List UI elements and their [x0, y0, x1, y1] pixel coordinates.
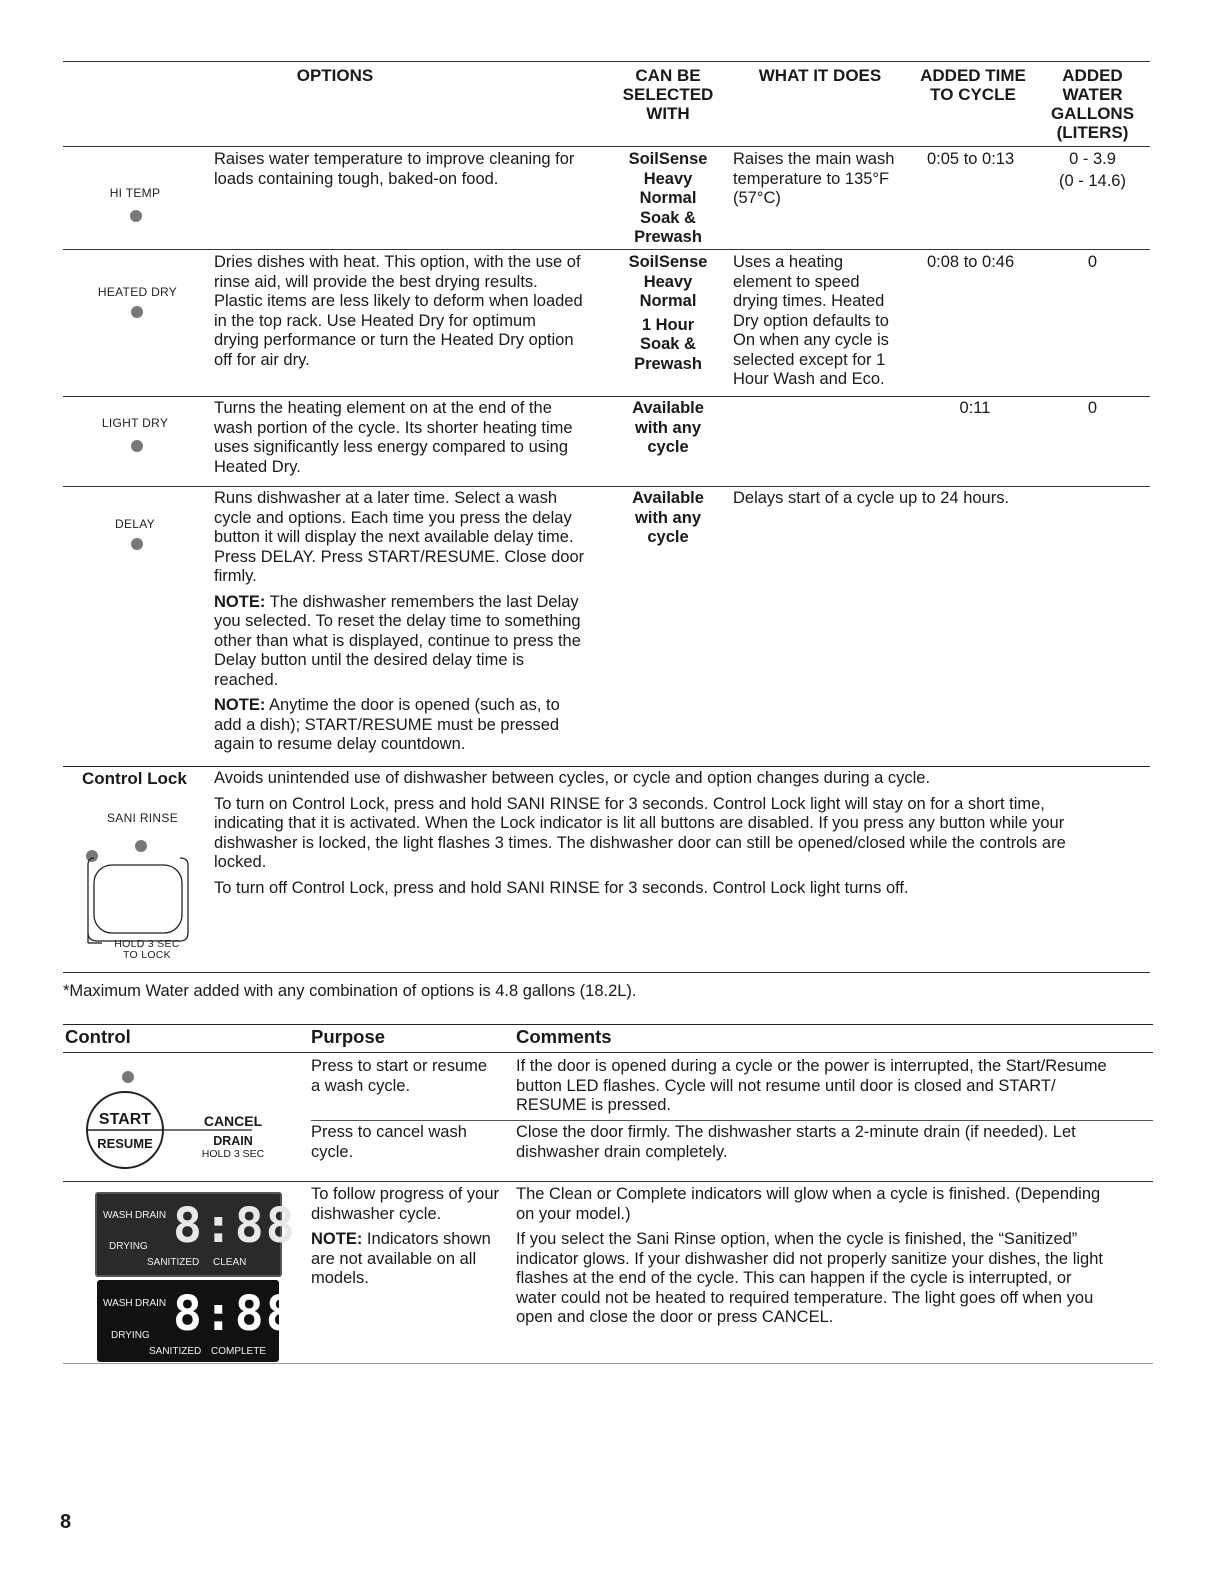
header-added-water: ADDED WATER GALLONS (LITERS): [1050, 66, 1135, 142]
heated-dry-time: 0:08 to 0:46: [927, 253, 1015, 271]
heated-dry-can-be: SoilSense Heavy Normal 1 Hour Soak & Prewash: [628, 253, 708, 373]
sani-rinse-label: SANI RINSE: [106, 811, 178, 825]
page-number: 8: [60, 1511, 72, 1533]
cancel-comments: Close the door firmly. The dishwasher starts a 2-minute drain (if needed). Let dishwasher drain completely.: [516, 1123, 1076, 1161]
delay-description: Runs dishwasher at a later time. Select a wash cycle and options. Each time you press the delay button it will display the next available delay time. Press DELAY. Press START/RESUME. Close door firmly. NOTE: The dishwasher remembers the last Delay you selected. To reset the delay time to something other than what is displayed, continue to press the Delay button until the desired delay time is reached. NOTE: Anytime the door is opened (such as, to add a dish); START/RESUME must be pressed again to resume delay countdown.: [214, 489, 614, 761]
heated-dry-water: 0: [1087, 253, 1098, 271]
hold-3-sec-label: HOLD 3 SEC: [201, 1148, 265, 1160]
complete-indicator: COMPLETE: [211, 1346, 267, 1357]
header-can-be-selected: CAN BE SELECTED WITH: [622, 66, 714, 123]
wash-indicator: WASH: [103, 1210, 133, 1221]
drain-label: DRAIN: [213, 1134, 253, 1148]
header-options: OPTIONS: [296, 66, 374, 85]
drying-indicator: DRYING: [111, 1330, 150, 1341]
light-dry-time: 0:11: [959, 399, 991, 417]
display-purpose: To follow progress of your dishwasher cycle. NOTE: Indicators shown are not available on all models.: [311, 1185, 500, 1287]
header-comments: Comments: [516, 1026, 612, 1047]
wash-indicator: WASH: [103, 1298, 133, 1309]
sanitized-indicator: SANITIZED: [149, 1346, 202, 1357]
hold-to-lock-label: HOLD 3 SEC TO LOCK: [114, 938, 180, 961]
start-comments: If the door is opened during a cycle or the power is interrupted, the Start/Resume button LED flashes. Cycle will not resume until door is closed and START/ RESUME is pressed.: [516, 1057, 1107, 1114]
light-dry-can-be: Available with any cycle: [632, 399, 704, 456]
header-control: Control: [65, 1026, 131, 1047]
sanitized-indicator: SANITIZED: [147, 1257, 200, 1268]
time-digits: 8:88: [173, 1286, 297, 1342]
light-dry-label: LIGHT DRY: [101, 416, 169, 430]
delay-led-icon: [131, 538, 143, 550]
start-label: START: [98, 1111, 152, 1128]
header-purpose: Purpose: [311, 1026, 386, 1047]
display-comments: The Clean or Complete indicators will glow when a cycle is finished. (Depending on your model.) If you select the Sani Rinse option, when the cycle is finished, the “Sanitized” indicator glows. If your dishwasher did not properly sanitize your dishes, the light flashes at the end of the cycle. This can happen if the cycle is interrupted, or water could not be heated to required temperature. The light goes off when you open and close the door or press CANCEL.: [516, 1185, 1103, 1326]
drain-indicator: DRAIN: [135, 1298, 167, 1309]
sani-rinse-led-icon: [135, 840, 147, 852]
drying-indicator: DRYING: [109, 1241, 148, 1252]
heated-dry-led-icon: [131, 306, 143, 318]
light-dry-water: 0: [1087, 399, 1098, 417]
start-purpose: Press to start or resume a wash cycle.: [311, 1057, 488, 1095]
heated-dry-description: Dries dishes with heat. This option, with the use of rinse aid, will provide the best drying results. Plastic items are less likely to deform when loaded in the top rack. Use Heated Dry for optimum drying performance or turn the Heated Dry option off for air dry.: [214, 253, 583, 369]
hi-temp-label: HI TEMP: [109, 186, 161, 200]
max-water-footnote: *Maximum Water added with any combination of options is 4.8 gallons (18.2L).: [63, 982, 637, 1000]
cancel-purpose: Press to cancel wash cycle.: [311, 1123, 467, 1161]
drain-indicator: DRAIN: [135, 1210, 167, 1221]
control-lock-title: Control Lock: [82, 769, 187, 788]
start-resume-button-icon[interactable]: [84, 1088, 284, 1178]
status-display-clean: [95, 1192, 297, 1277]
light-dry-led-icon: [131, 440, 143, 452]
delay-note-1: NOTE: The dishwasher remembers the last Delay you selected. To reset the delay time to something other than what is displayed, continue to press the Delay button until the desired delay time is reached.: [214, 592, 581, 689]
hi-temp-can-be: SoilSense Heavy Normal Soak & Prewash: [628, 150, 708, 246]
delay-note-2: NOTE: Anytime the door is opened (such as, to add a dish); START/RESUME must be pressed again to resume delay countdown.: [214, 696, 560, 753]
status-display-complete: [97, 1280, 297, 1362]
hi-temp-what: Raises the main wash temperature to 135°F (57°C): [733, 150, 895, 207]
header-what-it-does: WHAT IT DOES: [758, 66, 882, 85]
delay-can-be: Available with any cycle: [632, 489, 704, 546]
time-digits: 8:88: [173, 1198, 297, 1254]
start-led-icon: [122, 1071, 134, 1083]
clean-indicator: CLEAN: [213, 1257, 247, 1268]
delay-what: Delays start of a cycle up to 24 hours.: [733, 489, 1010, 507]
heated-dry-label: HEATED DRY: [97, 285, 178, 299]
hi-temp-water: 0 - 3.9 (0 - 14.6): [1059, 150, 1126, 190]
heated-dry-what: Uses a heating element to speed drying times. Heated Dry option defaults to On when any cycle is selected except for 1 Hour Wash and Eco.: [733, 253, 889, 388]
hi-temp-time: 0:05 to 0:13: [927, 150, 1015, 168]
resume-label: RESUME: [97, 1136, 153, 1151]
header-added-time: ADDED TIME TO CYCLE: [920, 66, 1026, 104]
hi-temp-description: Raises water temperature to improve cleaning for loads containing tough, baked-on food.: [214, 150, 575, 188]
control-lock-text: Avoids unintended use of dishwasher between cycles, or cycle and option changes during a cycle. To turn on Control Lock, press and hold SANI RINSE for 3 seconds. Control Lock light will stay on for a short time, indicating that it is activated. When the Lock indicator is lit all buttons are disabled. If you press any button while your dishwasher is locked, the light flashes 3 times. The dishwasher door can still be opened/closed while the controls are locked. To turn off Control Lock, press and hold SANI RINSE for 3 seconds. Control Lock light turns off.: [214, 769, 1066, 897]
delay-label: DELAY: [115, 517, 155, 531]
light-dry-description: Turns the heating element on at the end of the wash portion of the cycle. Its shorter heating time uses significantly less energy compared to using Heated Dry.: [214, 399, 573, 476]
hi-temp-led-icon: [130, 210, 142, 222]
cancel-label[interactable]: CANCEL: [203, 1113, 263, 1129]
